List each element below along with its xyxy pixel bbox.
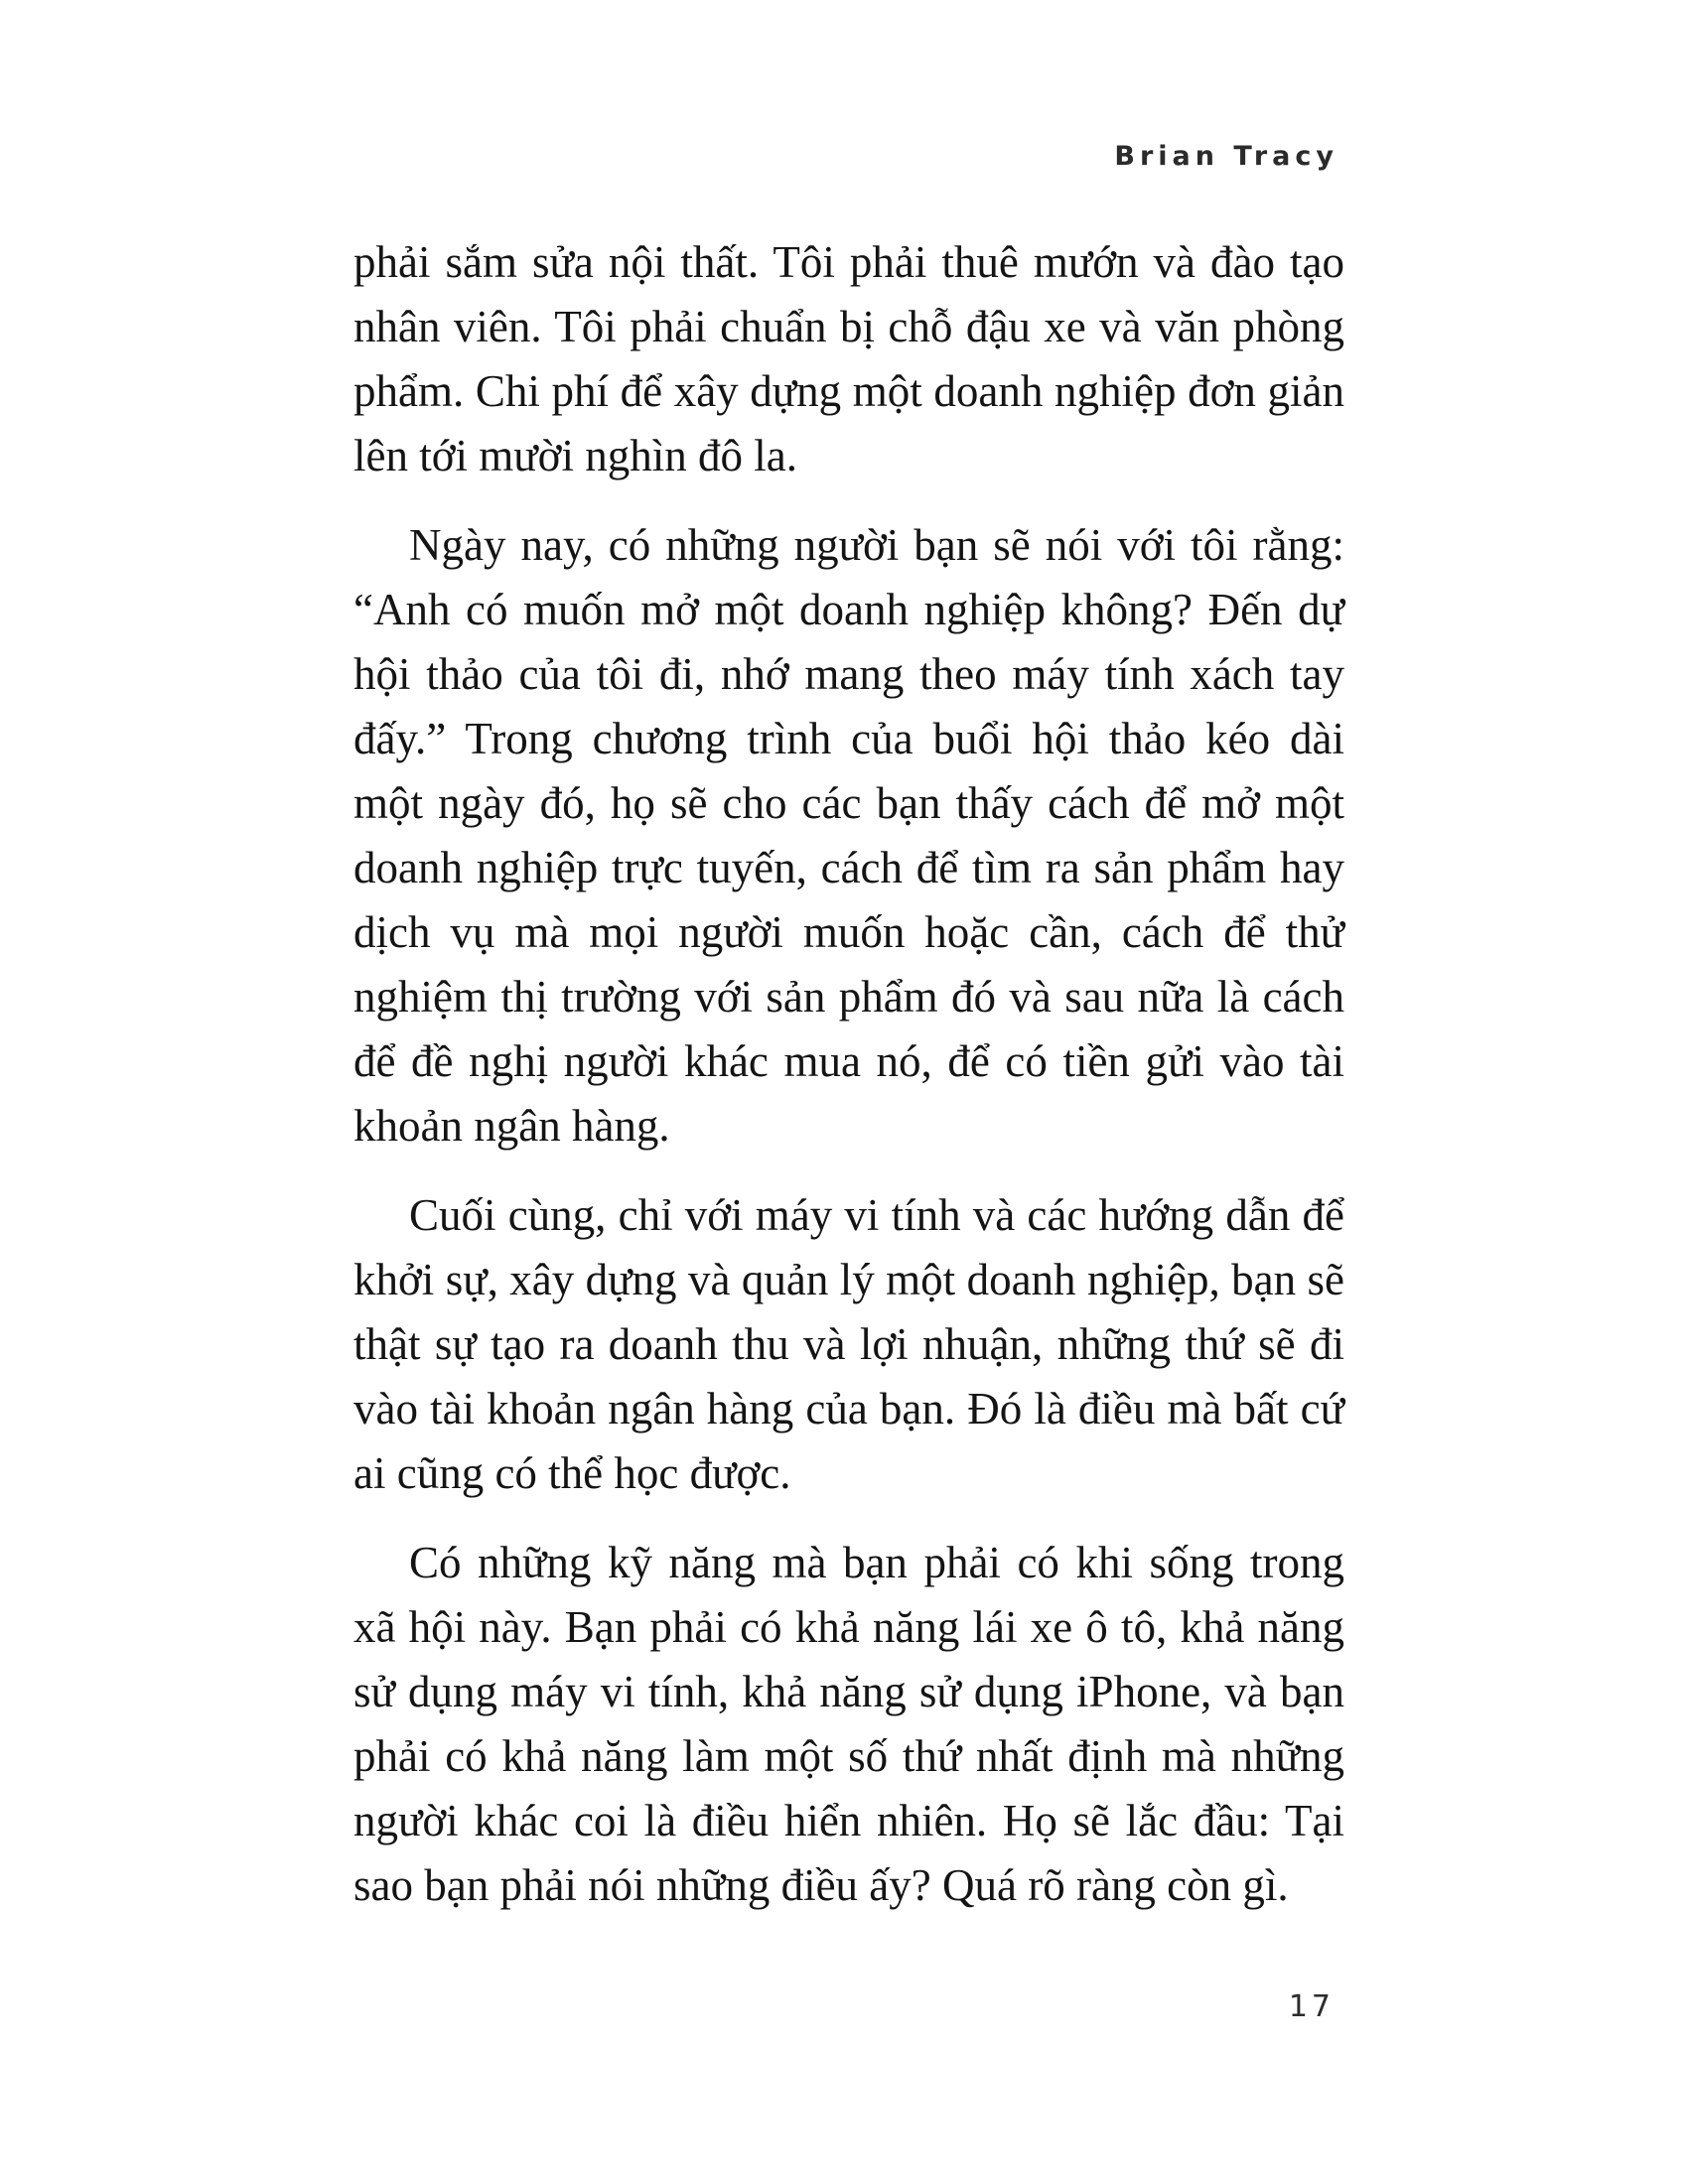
paragraph-1: phải sắm sửa nội thất. Tôi phải thuê mướn và đào tạo nhân viên. Tôi phải chuẩn bị chỗ đậu xe và văn phòng phẩm. Chi phí để xây dựng một doanh nghiệp đơn giản lên tới mười nghìn đô la. xyxy=(353,237,1344,480)
page-number: 17 xyxy=(1288,1989,1335,2024)
paragraph-2: Ngày nay, có những người bạn sẽ nói với tôi rằng: “Anh có muốn mở một doanh nghiệp không? Đến dự hội thảo của tôi đi, nhớ mang theo máy tính xách tay đấy.” Trong chương trình của buổi hội thảo kéo dài một ngày đó, họ sẽ cho các bạn thấy cách để mở một doanh nghiệp trực tuyến, cách để tìm ra sản phẩm hay dịch vụ mà mọi người muốn hoặc cần, cách để thử nghiệm thị trường với sản phẩm đó và sau nữa là cách để đề nghị người khác mua nó, để có tiền gửi vào tài khoản ngân hàng. xyxy=(353,520,1344,1151)
paragraph-4: Có những kỹ năng mà bạn phải có khi sống trong xã hội này. Bạn phải có khả năng lái xe ô tô, khả năng sử dụng máy vi tính, khả năng sử dụng iPhone, và bạn phải có khả năng làm một số thứ nhất định mà những người khác coi là điều hiển nhiên. Họ sẽ lắc đầu: Tại sao bạn phải nói những điều ấy? Quá rõ ràng còn gì. xyxy=(353,1538,1344,1910)
running-header-author: Brian Tracy xyxy=(1114,141,1338,172)
body-text xyxy=(353,230,1344,1943)
paragraph-3: Cuối cùng, chỉ với máy vi tính và các hướng dẫn để khởi sự, xây dựng và quản lý một doanh nghiệp, bạn sẽ thật sự tạo ra doanh thu và lợi nhuận, những thứ sẽ đi vào tài khoản ngân hàng của bạn. Đó là điều mà bất cứ ai cũng có thể học được. xyxy=(353,1190,1344,1498)
